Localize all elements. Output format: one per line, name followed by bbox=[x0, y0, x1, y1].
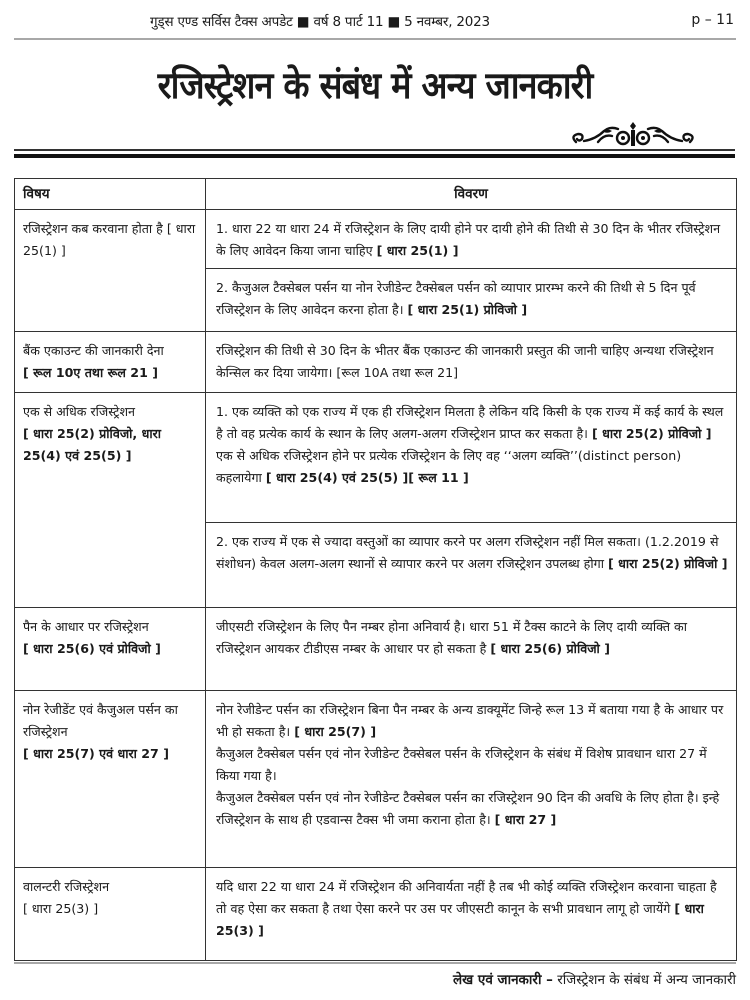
column-header-subject: विषय bbox=[15, 179, 206, 210]
row-detail bbox=[206, 868, 737, 961]
detail-text: रजिस्ट्रेशन की तिथी से 30 दिन के भीतर बैंक एकाउन्ट की जानकारी प्रस्तुत की जानी चाहिए अन्यथा रजिस्ट्रेशन केन्सिल कर दिया जायेगा। [रूल 10A तथा रूल 21] bbox=[216, 343, 714, 380]
subject-reference: [ धारा 25(7) एवं धारा 27 ] bbox=[23, 746, 169, 761]
detail-reference: [ धारा 27 ] bbox=[494, 812, 557, 827]
footer-title: रजिस्ट्रेशन के संबंध में अन्य जानकारी bbox=[557, 972, 736, 988]
detail-text: नोन रेजीडेन्ट पर्सन का रजिस्ट्रेशन बिना पैन नम्बर के अन्य डाक्यूमेंट जिन्हे रूल 13 में बताया गया है के आधार पर भी हो सकता है। bbox=[216, 702, 724, 739]
subject-reference: [ धारा 25(2) प्रोविजो, धारा 25(4) एवं 25(5) ] bbox=[23, 426, 162, 463]
detail-reference: [ धारा 25(2) प्रोविजो ] bbox=[607, 556, 728, 571]
scroll-ornament-icon bbox=[568, 120, 698, 148]
row-detail bbox=[206, 269, 737, 332]
row-subject bbox=[15, 393, 206, 608]
detail-text: 1. एक व्यक्ति को एक राज्य में एक ही रजिस्ट्रेशन मिलता है लेकिन यदि किसी के एक राज्य में कई कार्य के स्थल है तो वह प्रत्येक कार्य के स्थान के लिए अलग-अलग रजिस्ट्रेशन प्राप्त कर सकता है। bbox=[216, 404, 724, 441]
row-detail bbox=[206, 332, 737, 393]
row-subject bbox=[15, 608, 206, 691]
header-divider bbox=[14, 38, 736, 40]
subject-text: रजिस्ट्रेशन कब करवाना होता है [ धारा 25(1) ] bbox=[23, 221, 196, 258]
detail-text: कैजुअल टैक्सेबल पर्सन एवं नोन रेजीडेन्ट टैक्सेबल पर्सन के रजिस्ट्रेशन के संबंध में विशेष प्रावधान धारा 27 में किया गया है। bbox=[216, 746, 707, 783]
subject-text: वालन्टरी रजिस्ट्रेशन bbox=[23, 879, 110, 894]
row-subject bbox=[15, 332, 206, 393]
row-subject bbox=[15, 210, 206, 332]
subject-text: नोन रेजीडेंट एवं कैजुअल पर्सन का रजिस्ट्रेशन bbox=[23, 702, 178, 739]
row-subject bbox=[15, 691, 206, 868]
title-divider-thick bbox=[14, 154, 735, 158]
publication-info: गुड्स एण्ड सर्विस टैक्स अपडेट ■ वर्ष 8 पार्ट 11 ■ 5 नवम्बर, 2023 bbox=[150, 14, 490, 30]
table-row bbox=[15, 332, 737, 393]
table-row bbox=[15, 393, 737, 523]
table-row bbox=[15, 691, 737, 868]
page-title: रजिस्ट्रेशन के संबंध में अन्य जानकारी bbox=[157, 64, 593, 107]
table-row bbox=[15, 868, 737, 961]
footer bbox=[453, 970, 736, 988]
registration-info-table bbox=[14, 178, 737, 961]
detail-text: यदि धारा 22 या धारा 24 में रजिस्ट्रेशन की अनिवार्यता नहीं है तब भी कोई व्यक्ति रजिस्ट्रेशन करवाना चाहता है तो वह ऐसा कर सकता है तथा ऐसा करने पर उस पर जीएसटी कानून के सभी प्रावधान लागू हो जायेंगे bbox=[216, 879, 717, 916]
subject-reference: [ धारा 25(6) एवं प्रोविजो ] bbox=[23, 641, 161, 656]
detail-text: कैजुअल टैक्सेबल पर्सन एवं नोन रेजीडेन्ट टैक्सेबल पर्सन का रजिस्ट्रेशन 90 दिन की अवधि के लिए होता है। इन्हे रजिस्ट्रेशन के साथ ही एडवान्स टैक्स भी जमा कराना होता है। bbox=[216, 790, 720, 827]
detail-text: जीएसटी रजिस्ट्रेशन के लिए पैन नम्बर होना अनिवार्य है। धारा 51 में टैक्स काटने के लिए दायी व्यक्ति का रजिस्ट्रेशन आयकर टीडीएस नम्बर के आधार पर हो सकता है bbox=[216, 619, 687, 656]
detail-reference: [ धारा 25(1) प्रोविजो ] bbox=[407, 302, 528, 317]
footer-label: लेख एवं जानकारी – bbox=[452, 972, 553, 988]
subject-text: बैंक एकाउन्ट की जानकारी देना bbox=[23, 343, 164, 358]
running-head bbox=[0, 10, 750, 34]
page-number: p – 11 bbox=[691, 12, 734, 28]
detail-reference: [ धारा 25(4) एवं 25(5) ][ रूल 11 ] bbox=[265, 470, 469, 485]
table-row bbox=[15, 608, 737, 691]
subject-text: एक से अधिक रजिस्ट्रेशन bbox=[23, 404, 136, 419]
detail-text: एक से अधिक रजिस्ट्रेशन होने पर प्रत्येक रजिस्ट्रेशन के लिए वह ‘‘अलग व्यक्ति’’(distinct person) कहलायेगा bbox=[216, 448, 682, 485]
row-detail bbox=[206, 608, 737, 691]
detail-reference: [ धारा 25(6) प्रोविजो ] bbox=[490, 641, 610, 656]
table-header-row bbox=[15, 179, 737, 210]
row-detail bbox=[206, 523, 737, 608]
row-detail bbox=[206, 393, 737, 523]
detail-text: 1. धारा 22 या धारा 24 में रजिस्ट्रेशन के लिए दायी होने पर दायी होने की तिथी से 30 दिन के भीतर रजिस्ट्रेशन के लिए आवेदन किया जाना चाहिए bbox=[216, 221, 721, 258]
detail-reference: [ धारा 25(1) ] bbox=[376, 243, 459, 258]
footer-divider bbox=[14, 962, 736, 964]
table-row bbox=[15, 210, 737, 269]
subject-text: पैन के आधार पर रजिस्ट्रेशन bbox=[23, 619, 149, 634]
subject-reference: [ रूल 10ए तथा रूल 21 ] bbox=[23, 365, 158, 380]
detail-reference: [ धारा 25(2) प्रोविजो ] bbox=[591, 426, 712, 441]
detail-reference: [ धारा 25(3) ] bbox=[216, 901, 704, 938]
title-divider-thin bbox=[14, 149, 735, 151]
subject-reference: [ धारा 25(3) ] bbox=[23, 901, 99, 916]
row-subject bbox=[15, 868, 206, 961]
column-header-details: विवरण bbox=[206, 179, 737, 210]
detail-reference: [ धारा 25(7) ] bbox=[294, 724, 377, 739]
row-detail bbox=[206, 691, 737, 868]
detail-text: 2. एक राज्य में एक से ज्यादा वस्तुओं का व्यापार करने पर अलग रजिस्ट्रेशन नहीं मिल सकता। (1.2.2019 से संशोधन) केवल अलग-अलग स्थानों से व्यापार करने पर अलग रजिस्ट्रेशन उपलब्ध होगा bbox=[216, 534, 719, 571]
row-detail bbox=[206, 210, 737, 269]
detail-text: 2. कैजुअल टैक्सेबल पर्सन या नोन रेजीडेन्ट टैक्सेबल पर्सन को व्यापार प्रारम्भ करने की तिथी से 5 दिन पूर्व रजिस्ट्रेशन के लिए आवेदन करना होता है। bbox=[216, 280, 696, 317]
